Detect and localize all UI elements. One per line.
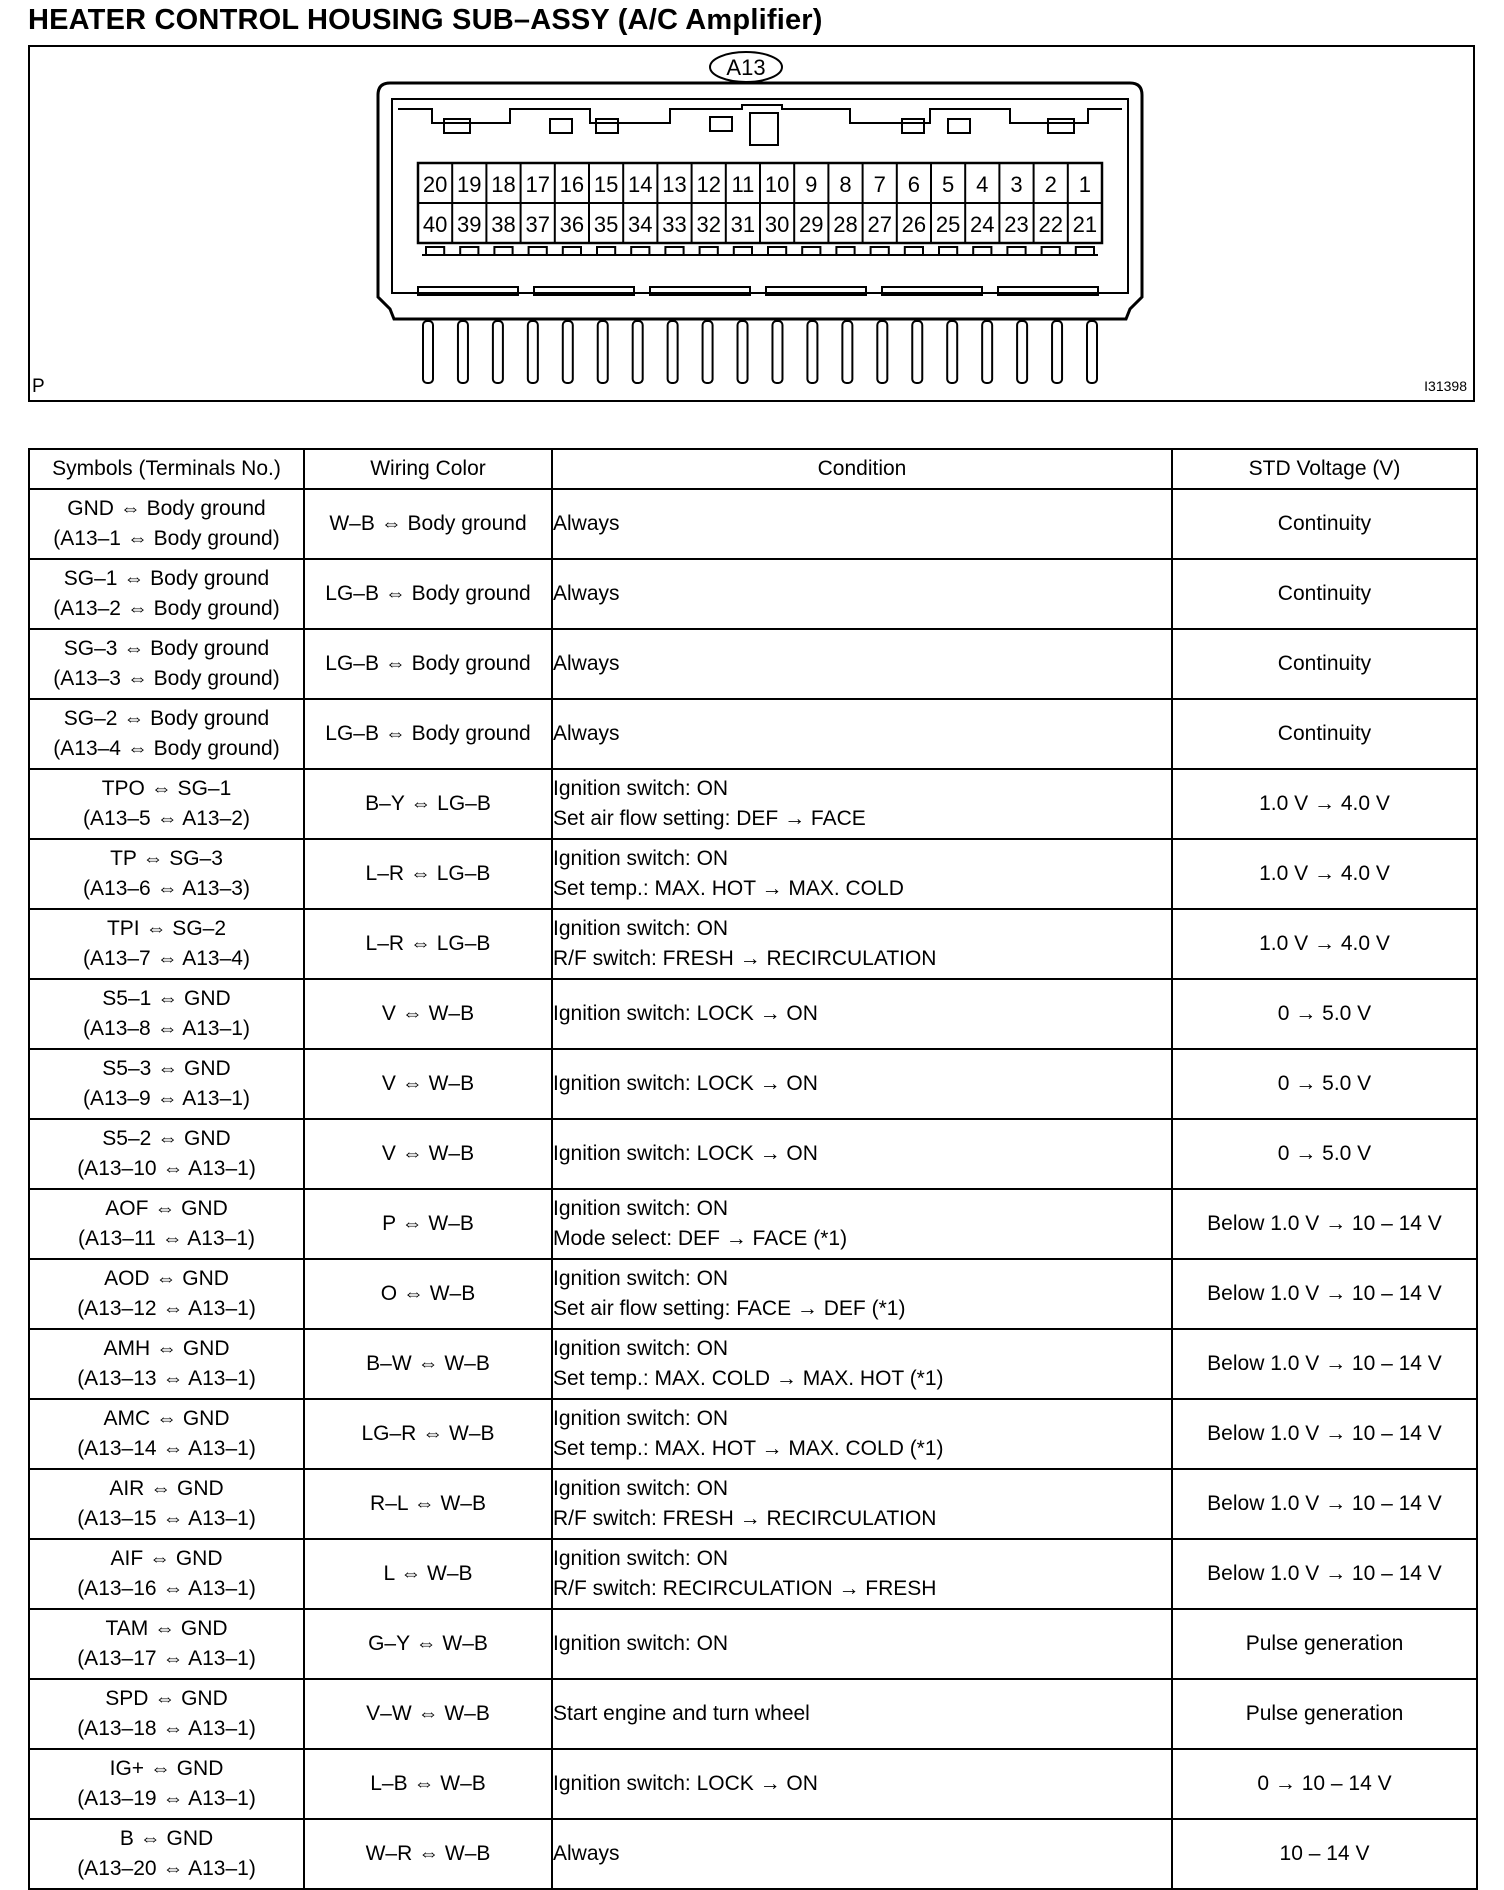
condition-line: Always: [553, 512, 620, 535]
terminal-number: 39: [457, 212, 482, 237]
cell-condition: [552, 1119, 1172, 1189]
condition-line: Ignition switch: LOCK → ON: [553, 1072, 818, 1095]
condition-line: R/F switch: RECIRCULATION → FRESH: [553, 1577, 937, 1600]
terminal-number: 26: [901, 212, 927, 237]
terminal-number: 10: [764, 172, 790, 197]
header-symbols: Symbols (Terminals No.): [29, 449, 304, 489]
terminal-spec-table: [28, 448, 1478, 1890]
condition-line: Ignition switch: ON: [553, 777, 729, 800]
condition-line: Set temp.: MAX. HOT → MAX. COLD (*1): [553, 1437, 944, 1460]
cell-std-voltage: Below 1.0 V → 10 – 14 V: [1172, 1539, 1477, 1609]
symbol-line: (A13–15 ⇔ A13–1): [77, 1507, 256, 1530]
connector-pin: [982, 321, 992, 383]
table-row: [29, 909, 1477, 979]
cell-wiring-color: G–Y ⇔ W–B: [304, 1609, 552, 1679]
symbol-line: (A13–2 ⇔ Body ground): [53, 597, 280, 620]
cell-std-voltage: Below 1.0 V → 10 – 14 V: [1172, 1399, 1477, 1469]
terminal-number: 30: [764, 212, 790, 237]
symbol-line: (A13–12 ⇔ A13–1): [77, 1297, 256, 1320]
terminal-number: 19: [457, 172, 482, 197]
cell-std-voltage: 1.0 V → 4.0 V: [1172, 769, 1477, 839]
terminal-number: 29: [799, 212, 824, 237]
cell-std-voltage: 0 → 5.0 V: [1172, 1049, 1477, 1119]
cell-condition: [552, 699, 1172, 769]
symbol-line: AIR ⇔ GND: [109, 1477, 224, 1500]
cell-condition: [552, 1679, 1172, 1749]
connector-pin: [912, 321, 922, 383]
terminal-number: 32: [696, 212, 721, 237]
cell-std-voltage: Below 1.0 V → 10 – 14 V: [1172, 1189, 1477, 1259]
connector-label: A13: [726, 55, 766, 80]
cell-std-voltage: Pulse generation: [1172, 1679, 1477, 1749]
cell-symbols: [29, 699, 304, 769]
table-row: [29, 1539, 1477, 1609]
terminal-number: 23: [1004, 212, 1029, 237]
cell-std-voltage: 0 → 10 – 14 V: [1172, 1749, 1477, 1819]
terminal-number: 15: [593, 172, 619, 197]
cell-symbols: [29, 1609, 304, 1679]
terminal-number: 4: [976, 172, 989, 197]
cell-wiring-color: L–B ⇔ W–B: [304, 1749, 552, 1819]
cell-condition: [552, 909, 1172, 979]
cell-wiring-color: O ⇔ W–B: [304, 1259, 552, 1329]
condition-line: Ignition switch: LOCK → ON: [553, 1772, 818, 1795]
terminal-number: 36: [559, 212, 585, 237]
symbol-line: (A13–18 ⇔ A13–1): [77, 1717, 256, 1740]
cell-wiring-color: L–R ⇔ LG–B: [304, 839, 552, 909]
cell-std-voltage: Pulse generation: [1172, 1609, 1477, 1679]
symbol-line: (A13–1 ⇔ Body ground): [53, 527, 280, 550]
terminal-number: 3: [1010, 172, 1023, 197]
condition-line: Ignition switch: ON: [553, 847, 729, 870]
cell-condition: [552, 1539, 1172, 1609]
cell-std-voltage: Continuity: [1172, 559, 1477, 629]
header-std-voltage: STD Voltage (V): [1172, 449, 1477, 489]
cell-std-voltage: Below 1.0 V → 10 – 14 V: [1172, 1329, 1477, 1399]
cell-condition: [552, 1049, 1172, 1119]
cell-condition: [552, 559, 1172, 629]
connector-pin: [668, 321, 678, 383]
symbol-line: SPD ⇔ GND: [105, 1687, 228, 1710]
table-row: [29, 1119, 1477, 1189]
table-row: [29, 1329, 1477, 1399]
connector-pin: [598, 321, 608, 383]
condition-line: Ignition switch: ON: [553, 1632, 729, 1655]
cell-symbols: [29, 1259, 304, 1329]
cell-std-voltage: 0 → 5.0 V: [1172, 1119, 1477, 1189]
condition-line: Always: [553, 582, 620, 605]
condition-line: Ignition switch: LOCK → ON: [553, 1002, 818, 1025]
connector-diagram: [30, 47, 1473, 400]
condition-line: Ignition switch: ON: [553, 1197, 729, 1220]
terminal-number: 18: [491, 172, 516, 197]
symbol-line: (A13–11 ⇔ A13–1): [77, 1227, 256, 1250]
terminal-number: 6: [907, 172, 921, 197]
terminal-number: 13: [662, 172, 687, 197]
terminal-number: 21: [1072, 212, 1098, 237]
table-row: [29, 559, 1477, 629]
symbol-line: (A13–16 ⇔ A13–1): [77, 1577, 256, 1600]
terminal-number: 14: [628, 172, 653, 197]
terminal-number: 33: [662, 212, 687, 237]
cell-wiring-color: LG–B ⇔ Body ground: [304, 699, 552, 769]
connector-pin: [807, 321, 817, 383]
cell-symbols: [29, 1329, 304, 1399]
symbol-line: (A13–10 ⇔ A13–1): [77, 1157, 256, 1180]
cell-symbols: [29, 839, 304, 909]
header-wiring-color: Wiring Color: [304, 449, 552, 489]
condition-line: Set temp.: MAX. COLD → MAX. HOT (*1): [553, 1367, 944, 1390]
cell-condition: [552, 839, 1172, 909]
connector-figure: [28, 45, 1475, 402]
symbol-line: (A13–17 ⇔ A13–1): [77, 1647, 256, 1670]
symbol-line: (A13–13 ⇔ A13–1): [77, 1367, 256, 1390]
symbol-line: S5–3 ⇔ GND: [102, 1057, 231, 1080]
symbol-line: TAM ⇔ GND: [105, 1617, 228, 1640]
cell-symbols: [29, 1679, 304, 1749]
cell-symbols: [29, 1189, 304, 1259]
terminal-number: 8: [839, 172, 852, 197]
symbol-line: (A13–19 ⇔ A13–1): [77, 1787, 256, 1810]
table-row: [29, 629, 1477, 699]
connector-pin: [947, 321, 957, 383]
symbol-line: (A13–20 ⇔ A13–1): [77, 1857, 256, 1880]
corner-mark: P: [32, 376, 45, 397]
cell-symbols: [29, 489, 304, 559]
cell-symbols: [29, 1539, 304, 1609]
symbol-line: (A13–4 ⇔ Body ground): [53, 737, 280, 760]
cell-condition: [552, 1259, 1172, 1329]
condition-line: R/F switch: FRESH → RECIRCULATION: [553, 1507, 937, 1530]
symbol-line: (A13–7 ⇔ A13–4): [83, 947, 250, 970]
cell-wiring-color: LG–R ⇔ W–B: [304, 1399, 552, 1469]
cell-symbols: [29, 1119, 304, 1189]
cell-symbols: [29, 1399, 304, 1469]
cell-condition: [552, 979, 1172, 1049]
cell-std-voltage: 1.0 V → 4.0 V: [1172, 909, 1477, 979]
terminal-number: 40: [422, 212, 448, 237]
symbol-line: TP ⇔ SG–3: [110, 847, 223, 870]
symbol-line: TPI ⇔ SG–2: [106, 917, 227, 940]
table-header-row: [29, 449, 1477, 489]
connector-pin: [703, 321, 713, 383]
condition-line: Ignition switch: ON: [553, 917, 729, 940]
table-row: [29, 1609, 1477, 1679]
table-row: [29, 979, 1477, 1049]
condition-line: Always: [553, 652, 620, 675]
connector-pin: [458, 321, 468, 383]
condition-line: Ignition switch: ON: [553, 1267, 729, 1290]
terminal-number: 35: [593, 212, 619, 237]
cell-symbols: [29, 559, 304, 629]
table-row: [29, 1259, 1477, 1329]
table-row: [29, 489, 1477, 559]
cell-wiring-color: LG–B ⇔ Body ground: [304, 629, 552, 699]
cell-condition: [552, 1189, 1172, 1259]
condition-line: Ignition switch: ON: [553, 1547, 729, 1570]
figure-code: I31398: [1424, 378, 1467, 394]
connector-pin: [738, 321, 748, 383]
cell-symbols: [29, 1819, 304, 1889]
cell-wiring-color: LG–B ⇔ Body ground: [304, 559, 552, 629]
cell-symbols: [29, 1049, 304, 1119]
cell-std-voltage: 1.0 V → 4.0 V: [1172, 839, 1477, 909]
terminal-number: 20: [422, 172, 448, 197]
cell-wiring-color: B–Y ⇔ LG–B: [304, 769, 552, 839]
terminal-number: 28: [833, 212, 858, 237]
symbol-line: GND ⇔ Body ground: [67, 497, 266, 520]
cell-std-voltage: Continuity: [1172, 489, 1477, 559]
condition-line: Ignition switch: LOCK → ON: [553, 1142, 818, 1165]
table-row: [29, 769, 1477, 839]
condition-line: Start engine and turn wheel: [553, 1702, 810, 1725]
terminal-number: 31: [730, 212, 756, 237]
cell-wiring-color: B–W ⇔ W–B: [304, 1329, 552, 1399]
symbol-line: S5–1 ⇔ GND: [102, 987, 231, 1010]
cell-condition: [552, 1609, 1172, 1679]
terminal-number: 22: [1038, 212, 1063, 237]
cell-std-voltage: Below 1.0 V → 10 – 14 V: [1172, 1259, 1477, 1329]
cell-std-voltage: Below 1.0 V → 10 – 14 V: [1172, 1469, 1477, 1539]
condition-line: Ignition switch: ON: [553, 1477, 729, 1500]
connector-pin: [633, 321, 643, 383]
symbol-line: B ⇔ GND: [119, 1827, 214, 1850]
terminal-number: 37: [525, 212, 550, 237]
symbol-line: AOF ⇔ GND: [105, 1197, 228, 1220]
cell-condition: [552, 489, 1172, 559]
table-row: [29, 1399, 1477, 1469]
cell-wiring-color: P ⇔ W–B: [304, 1189, 552, 1259]
cell-wiring-color: V ⇔ W–B: [304, 1119, 552, 1189]
cell-condition: [552, 629, 1172, 699]
table-row: [29, 699, 1477, 769]
condition-line: Set air flow setting: DEF → FACE: [553, 807, 866, 830]
symbol-line: SG–3 ⇔ Body ground: [63, 637, 270, 660]
condition-line: Set air flow setting: FACE → DEF (*1): [553, 1297, 906, 1320]
cell-wiring-color: V–W ⇔ W–B: [304, 1679, 552, 1749]
cell-wiring-color: R–L ⇔ W–B: [304, 1469, 552, 1539]
symbol-line: AOD ⇔ GND: [104, 1267, 229, 1290]
connector-pin: [1052, 321, 1062, 383]
cell-std-voltage: Continuity: [1172, 699, 1477, 769]
connector-pin: [1017, 321, 1027, 383]
connector-pin: [842, 321, 852, 383]
cell-symbols: [29, 1749, 304, 1819]
symbol-line: (A13–5 ⇔ A13–2): [83, 807, 250, 830]
cell-wiring-color: W–B ⇔ Body ground: [304, 489, 552, 559]
cell-std-voltage: 0 → 5.0 V: [1172, 979, 1477, 1049]
cell-symbols: [29, 629, 304, 699]
connector-pin: [772, 321, 782, 383]
connector-pin: [563, 321, 573, 383]
terminal-number: 5: [941, 172, 955, 197]
cell-wiring-color: L–R ⇔ LG–B: [304, 909, 552, 979]
symbol-line: TPO ⇔ SG–1: [101, 777, 232, 800]
symbol-line: SG–1 ⇔ Body ground: [63, 567, 270, 590]
terminal-number: 12: [696, 172, 721, 197]
header-condition: Condition: [552, 449, 1172, 489]
terminal-number: 2: [1044, 172, 1057, 197]
table-row: [29, 839, 1477, 909]
condition-line: Ignition switch: ON: [553, 1337, 729, 1360]
symbol-line: AMH ⇔ GND: [103, 1337, 230, 1360]
table-row: [29, 1189, 1477, 1259]
symbol-line: (A13–8 ⇔ A13–1): [83, 1017, 250, 1040]
symbol-line: IG+ ⇔ GND: [109, 1757, 224, 1780]
connector-pin: [423, 321, 433, 383]
cell-std-voltage: 10 – 14 V: [1172, 1819, 1477, 1889]
condition-line: Set temp.: MAX. HOT → MAX. COLD: [553, 877, 904, 900]
symbol-line: (A13–14 ⇔ A13–1): [77, 1437, 256, 1460]
condition-line: Always: [553, 722, 620, 745]
cell-condition: [552, 1329, 1172, 1399]
terminal-number: 34: [628, 212, 653, 237]
cell-wiring-color: W–R ⇔ W–B: [304, 1819, 552, 1889]
symbol-line: S5–2 ⇔ GND: [102, 1127, 231, 1150]
connector-pin: [493, 321, 503, 383]
table-row: [29, 1819, 1477, 1889]
cell-condition: [552, 1469, 1172, 1539]
table-row: [29, 1469, 1477, 1539]
condition-line: Ignition switch: ON: [553, 1407, 729, 1430]
cell-symbols: [29, 909, 304, 979]
terminal-number: 17: [525, 172, 550, 197]
cell-symbols: [29, 769, 304, 839]
condition-line: Always: [553, 1842, 620, 1865]
condition-line: Mode select: DEF → FACE (*1): [553, 1227, 848, 1250]
page-title: HEATER CONTROL HOUSING SUB–ASSY (A/C Amplifier): [28, 4, 823, 36]
symbol-line: AIF ⇔ GND: [110, 1547, 223, 1570]
cell-symbols: [29, 979, 304, 1049]
connector-pin: [1087, 321, 1097, 383]
terminal-number: 7: [873, 172, 886, 197]
cell-condition: [552, 769, 1172, 839]
symbol-line: SG–2 ⇔ Body ground: [63, 707, 270, 730]
connector-pin: [528, 321, 538, 383]
terminal-number: 27: [867, 212, 892, 237]
cell-condition: [552, 1819, 1172, 1889]
terminal-number: 16: [559, 172, 585, 197]
connector-pin: [877, 321, 887, 383]
terminal-number: 38: [491, 212, 516, 237]
terminal-number: 9: [805, 172, 818, 197]
symbol-line: (A13–3 ⇔ Body ground): [53, 667, 280, 690]
table-row: [29, 1749, 1477, 1819]
terminal-number: 25: [935, 212, 961, 237]
terminal-number: 1: [1078, 172, 1092, 197]
symbol-line: AMC ⇔ GND: [103, 1407, 230, 1430]
table-row: [29, 1679, 1477, 1749]
cell-wiring-color: L ⇔ W–B: [304, 1539, 552, 1609]
cell-condition: [552, 1399, 1172, 1469]
condition-line: R/F switch: FRESH → RECIRCULATION: [553, 947, 937, 970]
symbol-line: (A13–9 ⇔ A13–1): [83, 1087, 250, 1110]
terminal-number: 11: [731, 172, 755, 197]
terminal-number: 24: [970, 212, 995, 237]
cell-wiring-color: V ⇔ W–B: [304, 1049, 552, 1119]
cell-condition: [552, 1749, 1172, 1819]
symbol-line: (A13–6 ⇔ A13–3): [83, 877, 250, 900]
table-row: [29, 1049, 1477, 1119]
cell-wiring-color: V ⇔ W–B: [304, 979, 552, 1049]
cell-symbols: [29, 1469, 304, 1539]
cell-std-voltage: Continuity: [1172, 629, 1477, 699]
